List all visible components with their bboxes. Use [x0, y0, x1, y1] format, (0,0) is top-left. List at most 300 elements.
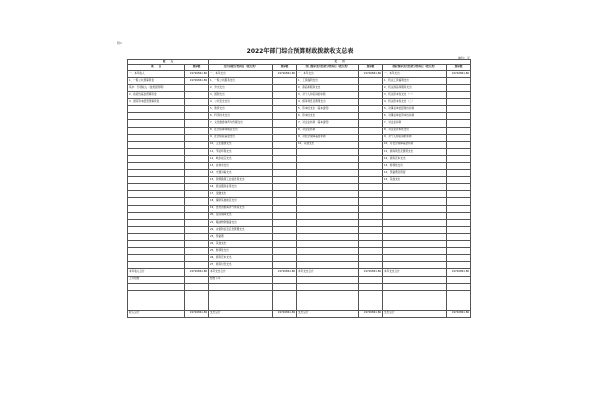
- gov-amount-cell: [447, 177, 471, 184]
- gov-amount-cell: [447, 84, 471, 91]
- dept-amount-cell: [359, 205, 383, 212]
- dept-item-cell: 支出总计: [297, 310, 359, 317]
- dept-item-cell: [297, 248, 359, 255]
- func-item-cell: 18、援助其他地区支出: [209, 198, 273, 205]
- income-amount-cell: [185, 106, 209, 113]
- dept-item-cell: [297, 262, 359, 269]
- income-item-cell: [128, 170, 185, 177]
- income-amount-cell: [185, 99, 209, 106]
- grand-total-row: [128, 310, 471, 317]
- gov-amount-cell: [447, 106, 471, 113]
- dept-item-cell: 3、对个人和家庭的补助: [297, 92, 359, 99]
- table-body: [128, 60, 471, 318]
- gov-item-cell: 9、对个人和家庭的补助: [383, 134, 447, 141]
- dept-amount-cell: [359, 106, 383, 113]
- gov-item-cell: 4、机关资本性支出（二）: [383, 99, 447, 106]
- dept-item-cell: [297, 290, 359, 310]
- table-row: [128, 106, 471, 113]
- income-item-cell: 2、政府性基金预算资金: [128, 92, 185, 99]
- income-amount-cell: [185, 127, 209, 134]
- income-amount-cell: [185, 155, 209, 162]
- dept-econ-header: 部门预算支出经济分类科目（按大类）: [297, 65, 359, 70]
- table-row: [128, 233, 471, 240]
- dept-amount-cell: [359, 248, 383, 255]
- func-item-cell: 4、公共安全支出: [209, 99, 273, 106]
- func-amount-cell: [273, 120, 297, 127]
- income-amount-cell: [185, 283, 209, 290]
- dept-item-cell: [297, 163, 359, 170]
- gov-item-cell: [383, 198, 447, 205]
- gov-item-cell: [383, 241, 447, 248]
- func-amount-cell: [273, 191, 297, 198]
- func-amount-cell: [273, 255, 297, 262]
- gov-amount-cell: [447, 212, 471, 219]
- dept-amount-cell: [359, 155, 383, 162]
- income-item-cell: [128, 148, 185, 155]
- gov-amount-cell: [447, 99, 471, 106]
- gov-amount-cell: [447, 255, 471, 262]
- gov-item-cell: 支出总计: [383, 310, 447, 317]
- dept-amount-header: 预算数: [359, 65, 383, 70]
- income-item-cell: [128, 106, 185, 113]
- gov-item-cell: 11、债务利息及费用支出: [383, 148, 447, 155]
- gov-amount-cell: [447, 155, 471, 162]
- income-item-cell: 其中：专项收入（按类别列明）: [128, 84, 185, 91]
- func-item-cell: 15、资源勘探工业信息等支出: [209, 177, 273, 184]
- dept-amount-cell: 19726861.86: [359, 310, 383, 317]
- gov-amount-cell: [447, 219, 471, 226]
- income-amount-cell: [185, 184, 209, 191]
- func-item-cell: 13、农林水支出: [209, 163, 273, 170]
- income-amount-cell: [185, 84, 209, 91]
- gov-item-cell: [383, 184, 447, 191]
- dept-amount-cell: [359, 99, 383, 106]
- dept-item-cell: 一、本年支出: [297, 70, 359, 77]
- income-amount-cell: [185, 170, 209, 177]
- dept-item-cell: [297, 148, 359, 155]
- dept-item-cell: 7、对企业补助（基本建设）: [297, 120, 359, 127]
- gov-item-cell: 8、对企业资本性支出: [383, 127, 447, 134]
- income-item-cell: [128, 290, 185, 310]
- dept-amount-cell: 19726861.86: [359, 70, 383, 77]
- dept-item-cell: [297, 241, 359, 248]
- gov-item-cell: [383, 255, 447, 262]
- dept-item-cell: [297, 155, 359, 162]
- dept-amount-cell: [359, 127, 383, 134]
- gov-amount-cell: [447, 198, 471, 205]
- dept-amount-cell: [359, 283, 383, 290]
- income-item-cell: [128, 141, 185, 148]
- income-amount-cell: [185, 226, 209, 233]
- gov-item-cell: [383, 233, 447, 240]
- gov-amount-header: 预算数: [447, 65, 471, 70]
- gov-item-cell: 7、对企业补助: [383, 120, 447, 127]
- document-title: 2022年部门综合预算财政拨款收支总表: [246, 48, 354, 55]
- income-amount-cell: 19726861.86: [185, 269, 209, 276]
- dept-amount-cell: [359, 255, 383, 262]
- func-item-cell: 12、城乡社区支出: [209, 155, 273, 162]
- dept-item-cell: [297, 205, 359, 212]
- dept-item-cell: 4、债务利息及费用支出: [297, 99, 359, 106]
- table-row: [128, 148, 471, 155]
- dept-item-cell: [297, 283, 359, 290]
- income-amount-cell: [185, 163, 209, 170]
- income-item-cell: [128, 248, 185, 255]
- gov-item-cell: 5、对事业单位经常性补助: [383, 106, 447, 113]
- gov-amount-cell: [447, 290, 471, 310]
- func-amount-cell: [273, 106, 297, 113]
- func-amount-cell: 19726861.86: [273, 310, 297, 317]
- carry-row: [128, 276, 471, 283]
- table-row: [128, 134, 471, 141]
- income-item-cell: [128, 113, 185, 120]
- dept-item-cell: 1、工资福利支出: [297, 77, 359, 84]
- dept-amount-cell: [359, 134, 383, 141]
- carry-row: [128, 283, 471, 290]
- dept-amount-cell: [359, 212, 383, 219]
- func-class-header: 支出功能分类科目（按大类）: [209, 65, 273, 70]
- func-amount-cell: [273, 170, 297, 177]
- gov-amount-cell: [447, 248, 471, 255]
- gov-item-cell: 一、本年支出: [383, 70, 447, 77]
- func-item-cell: 7、文化旅游体育与传媒支出: [209, 120, 273, 127]
- dept-item-cell: 10、其他支出: [297, 141, 359, 148]
- func-amount-cell: [273, 84, 297, 91]
- func-amount-cell: [273, 219, 297, 226]
- income-item-cell: [128, 255, 185, 262]
- dept-item-cell: [297, 184, 359, 191]
- func-amount-cell: [273, 262, 297, 269]
- dept-amount-cell: [359, 191, 383, 198]
- gov-amount-cell: [447, 276, 471, 283]
- income-item-header: 项 目: [128, 65, 185, 70]
- table-row: [128, 241, 471, 248]
- income-item-cell: 收入总计: [128, 310, 185, 317]
- table-row: [128, 155, 471, 162]
- table-row: [128, 191, 471, 198]
- func-amount-cell: [273, 248, 297, 255]
- gov-item-cell: 15、其他支出: [383, 177, 447, 184]
- income-amount-cell: [185, 148, 209, 155]
- table-row: [128, 262, 471, 269]
- dept-item-cell: [297, 177, 359, 184]
- func-item-cell: 27、债务付息支出: [209, 262, 273, 269]
- dept-item-cell: [297, 170, 359, 177]
- gov-item-cell: [383, 219, 447, 226]
- income-amount-cell: [185, 191, 209, 198]
- func-item-cell: 22、灾害防治及应急管理支出: [209, 226, 273, 233]
- table-row: [128, 99, 471, 106]
- income-item-cell: 本年收入合计: [128, 269, 185, 276]
- func-item-cell: 19、自然资源海洋气象等支出: [209, 205, 273, 212]
- table-row: [128, 248, 471, 255]
- dept-amount-cell: [359, 92, 383, 99]
- income-group-header: 收 入: [128, 60, 209, 65]
- income-item-cell: [128, 191, 185, 198]
- income-amount-cell: [185, 205, 209, 212]
- income-item-cell: [128, 134, 185, 141]
- dept-item-cell: [297, 219, 359, 226]
- dept-item-cell: 5、资本性支出（基本建设）: [297, 106, 359, 113]
- func-amount-header: 预算数: [273, 65, 297, 70]
- func-amount-cell: [273, 205, 297, 212]
- income-item-cell: [128, 198, 185, 205]
- func-amount-cell: [273, 290, 297, 310]
- table-row: [128, 163, 471, 170]
- gov-item-cell: [383, 248, 447, 255]
- dept-amount-cell: 19726861.86: [359, 269, 383, 276]
- page-code: 附1: [117, 41, 122, 45]
- income-item-cell: [128, 205, 185, 212]
- gov-amount-cell: [447, 184, 471, 191]
- gov-amount-cell: [447, 113, 471, 120]
- table-row: [128, 205, 471, 212]
- gov-item-cell: [383, 205, 447, 212]
- func-item-cell: 1、一般公共服务支出: [209, 77, 273, 84]
- gov-amount-cell: [447, 148, 471, 155]
- func-item-cell: 8、社会保障和就业支出: [209, 127, 273, 134]
- income-item-cell: [128, 212, 185, 219]
- func-item-cell: 20、住房保障支出: [209, 212, 273, 219]
- table-row: [128, 177, 471, 184]
- income-amount-cell: [185, 198, 209, 205]
- func-amount-cell: [273, 198, 297, 205]
- func-item-cell: 支出总计: [209, 310, 273, 317]
- func-amount-cell: 19726861.86: [273, 269, 297, 276]
- func-item-cell: [209, 283, 273, 290]
- income-amount-cell: [185, 120, 209, 127]
- dept-amount-cell: [359, 148, 383, 155]
- func-item-cell: 2、外交支出: [209, 84, 273, 91]
- gov-item-cell: [383, 212, 447, 219]
- expense-group-header: 支 出: [209, 60, 471, 65]
- gov-item-cell: [383, 262, 447, 269]
- gov-item-cell: [383, 276, 447, 283]
- income-item-cell: [128, 219, 185, 226]
- dept-item-cell: 6、资本性支出: [297, 113, 359, 120]
- func-item-cell: 24、其他支出: [209, 241, 273, 248]
- func-amount-cell: [273, 113, 297, 120]
- budget-summary-table: [127, 59, 471, 318]
- gov-amount-cell: [447, 127, 471, 134]
- gov-amount-cell: [447, 205, 471, 212]
- func-item-cell: 结转下年: [209, 276, 273, 283]
- table-row: [128, 170, 471, 177]
- func-item-cell: 23、预备费: [209, 233, 273, 240]
- gov-item-cell: 本年支出合计: [383, 269, 447, 276]
- func-amount-cell: [273, 99, 297, 106]
- income-item-cell: [128, 127, 185, 134]
- dept-item-cell: 9、对社会保障基金补助: [297, 134, 359, 141]
- gov-amount-cell: [447, 141, 471, 148]
- gov-amount-cell: [447, 283, 471, 290]
- dept-item-cell: [297, 226, 359, 233]
- income-amount-cell: 19726861.86: [185, 70, 209, 77]
- income-amount-cell: [185, 113, 209, 120]
- func-item-cell: 11、节能环保支出: [209, 148, 273, 155]
- func-amount-cell: [273, 276, 297, 283]
- table-row: [128, 219, 471, 226]
- gov-item-cell: 3、机关资本性支出（一）: [383, 92, 447, 99]
- dept-amount-cell: [359, 120, 383, 127]
- income-amount-cell: [185, 177, 209, 184]
- gov-amount-cell: [447, 191, 471, 198]
- func-amount-cell: [273, 148, 297, 155]
- dept-amount-cell: [359, 184, 383, 191]
- income-amount-cell: [185, 141, 209, 148]
- func-item-cell: 一、本年支出: [209, 70, 273, 77]
- gov-amount-cell: [447, 170, 471, 177]
- func-item-cell: 6、科学技术支出: [209, 113, 273, 120]
- income-amount-cell: [185, 276, 209, 283]
- gov-amount-cell: [447, 233, 471, 240]
- unit-label: 单位：元: [457, 56, 470, 60]
- func-amount-cell: [273, 226, 297, 233]
- gov-item-cell: 13、转移性支出: [383, 163, 447, 170]
- dept-amount-cell: [359, 84, 383, 91]
- income-item-cell: [128, 262, 185, 269]
- func-item-cell: 26、债务还本支出: [209, 255, 273, 262]
- dept-amount-cell: [359, 77, 383, 84]
- income-item-cell: [128, 283, 185, 290]
- func-item-cell: 3、国防支出: [209, 92, 273, 99]
- income-amount-cell: [185, 219, 209, 226]
- dept-amount-cell: [359, 290, 383, 310]
- income-item-cell: [128, 226, 185, 233]
- dept-item-cell: [297, 255, 359, 262]
- gov-item-cell: 14、预备费及预留: [383, 170, 447, 177]
- table-row: [128, 255, 471, 262]
- gov-amount-cell: [447, 134, 471, 141]
- income-item-cell: 3、国有资本经营预算资金: [128, 99, 185, 106]
- dept-item-cell: [297, 212, 359, 219]
- func-amount-cell: [273, 283, 297, 290]
- blank-row: [128, 290, 471, 310]
- dept-amount-cell: [359, 276, 383, 283]
- income-amount-cell: [185, 248, 209, 255]
- income-item-cell: 上年结转: [128, 276, 185, 283]
- func-amount-cell: [273, 212, 297, 219]
- gov-amount-cell: 19726861.86: [447, 310, 471, 317]
- gov-item-cell: 10、对社会保障基金补助: [383, 141, 447, 148]
- income-item-cell: [128, 184, 185, 191]
- gov-item-cell: 2、机关商品和服务支出: [383, 84, 447, 91]
- table-row: [128, 77, 471, 84]
- func-amount-cell: [273, 92, 297, 99]
- table-row: [128, 212, 471, 219]
- table-row: [128, 120, 471, 127]
- gov-amount-cell: 19726861.86: [447, 70, 471, 77]
- dept-amount-cell: [359, 198, 383, 205]
- table-row: [128, 84, 471, 91]
- table-row: [128, 184, 471, 191]
- income-item-cell: [128, 233, 185, 240]
- gov-amount-cell: [447, 163, 471, 170]
- income-amount-cell: [185, 255, 209, 262]
- func-amount-cell: [273, 134, 297, 141]
- gov-item-cell: 6、对事业单位资本性补助: [383, 113, 447, 120]
- gov-amount-cell: [447, 226, 471, 233]
- table-row: [128, 127, 471, 134]
- dept-amount-cell: [359, 113, 383, 120]
- income-item-cell: [128, 163, 185, 170]
- income-item-cell: [128, 120, 185, 127]
- func-item-cell: [209, 290, 273, 310]
- dept-amount-cell: [359, 141, 383, 148]
- dept-amount-cell: [359, 226, 383, 233]
- func-amount-cell: 19726861.86: [273, 70, 297, 77]
- gov-item-cell: 1、机关工资福利支出: [383, 77, 447, 84]
- income-amount-cell: [185, 134, 209, 141]
- dept-item-cell: [297, 191, 359, 198]
- income-amount-cell: [185, 212, 209, 219]
- func-item-cell: 9、社会保险基金支出: [209, 134, 273, 141]
- dept-amount-cell: [359, 177, 383, 184]
- gov-amount-cell: [447, 120, 471, 127]
- func-amount-cell: [273, 241, 297, 248]
- gov-item-cell: [383, 191, 447, 198]
- income-amount-cell: 19726861.86: [185, 77, 209, 84]
- dept-amount-cell: [359, 233, 383, 240]
- func-item-cell: 10、卫生健康支出: [209, 141, 273, 148]
- dept-amount-cell: [359, 170, 383, 177]
- dept-amount-cell: [359, 219, 383, 226]
- gov-amount-cell: 19726861.86: [447, 269, 471, 276]
- func-item-cell: 本年支出合计: [209, 269, 273, 276]
- dept-item-cell: 本年支出合计: [297, 269, 359, 276]
- table-row: [128, 92, 471, 99]
- func-amount-cell: [273, 184, 297, 191]
- func-amount-cell: [273, 141, 297, 148]
- gov-amount-cell: [447, 262, 471, 269]
- func-amount-cell: [273, 155, 297, 162]
- dept-item-cell: 8、对企业补助: [297, 127, 359, 134]
- func-item-cell: 16、商业服务业等支出: [209, 184, 273, 191]
- func-item-cell: 25、转移性支出: [209, 248, 273, 255]
- gov-item-cell: [383, 226, 447, 233]
- income-amount-cell: [185, 92, 209, 99]
- totals-row: [128, 269, 471, 276]
- income-item-cell: [128, 155, 185, 162]
- dept-amount-cell: [359, 241, 383, 248]
- table-row: [128, 113, 471, 120]
- income-item-cell: 一、本年收入: [128, 70, 185, 77]
- func-amount-cell: [273, 163, 297, 170]
- gov-item-cell: 12、债务还本支出: [383, 155, 447, 162]
- dept-amount-cell: [359, 163, 383, 170]
- func-item-cell: 17、金融支出: [209, 191, 273, 198]
- income-item-cell: [128, 177, 185, 184]
- table-row: [128, 141, 471, 148]
- func-amount-cell: [273, 177, 297, 184]
- dept-item-cell: [297, 198, 359, 205]
- income-amount-cell: [185, 262, 209, 269]
- dept-amount-cell: [359, 262, 383, 269]
- dept-item-cell: [297, 276, 359, 283]
- income-amount-cell: 19726861.86: [185, 310, 209, 317]
- func-item-cell: 21、粮油物资储备支出: [209, 219, 273, 226]
- gov-item-cell: [383, 290, 447, 310]
- func-amount-cell: [273, 127, 297, 134]
- func-amount-cell: [273, 233, 297, 240]
- income-amount-cell: [185, 233, 209, 240]
- gov-econ-header: 政府预算支出经济分类科目（按大类）: [383, 65, 447, 70]
- income-item-cell: [128, 241, 185, 248]
- func-item-cell: 5、教育支出: [209, 106, 273, 113]
- table-row: [128, 70, 471, 77]
- table-row: [128, 198, 471, 205]
- income-amount-header: 预算数: [185, 65, 209, 70]
